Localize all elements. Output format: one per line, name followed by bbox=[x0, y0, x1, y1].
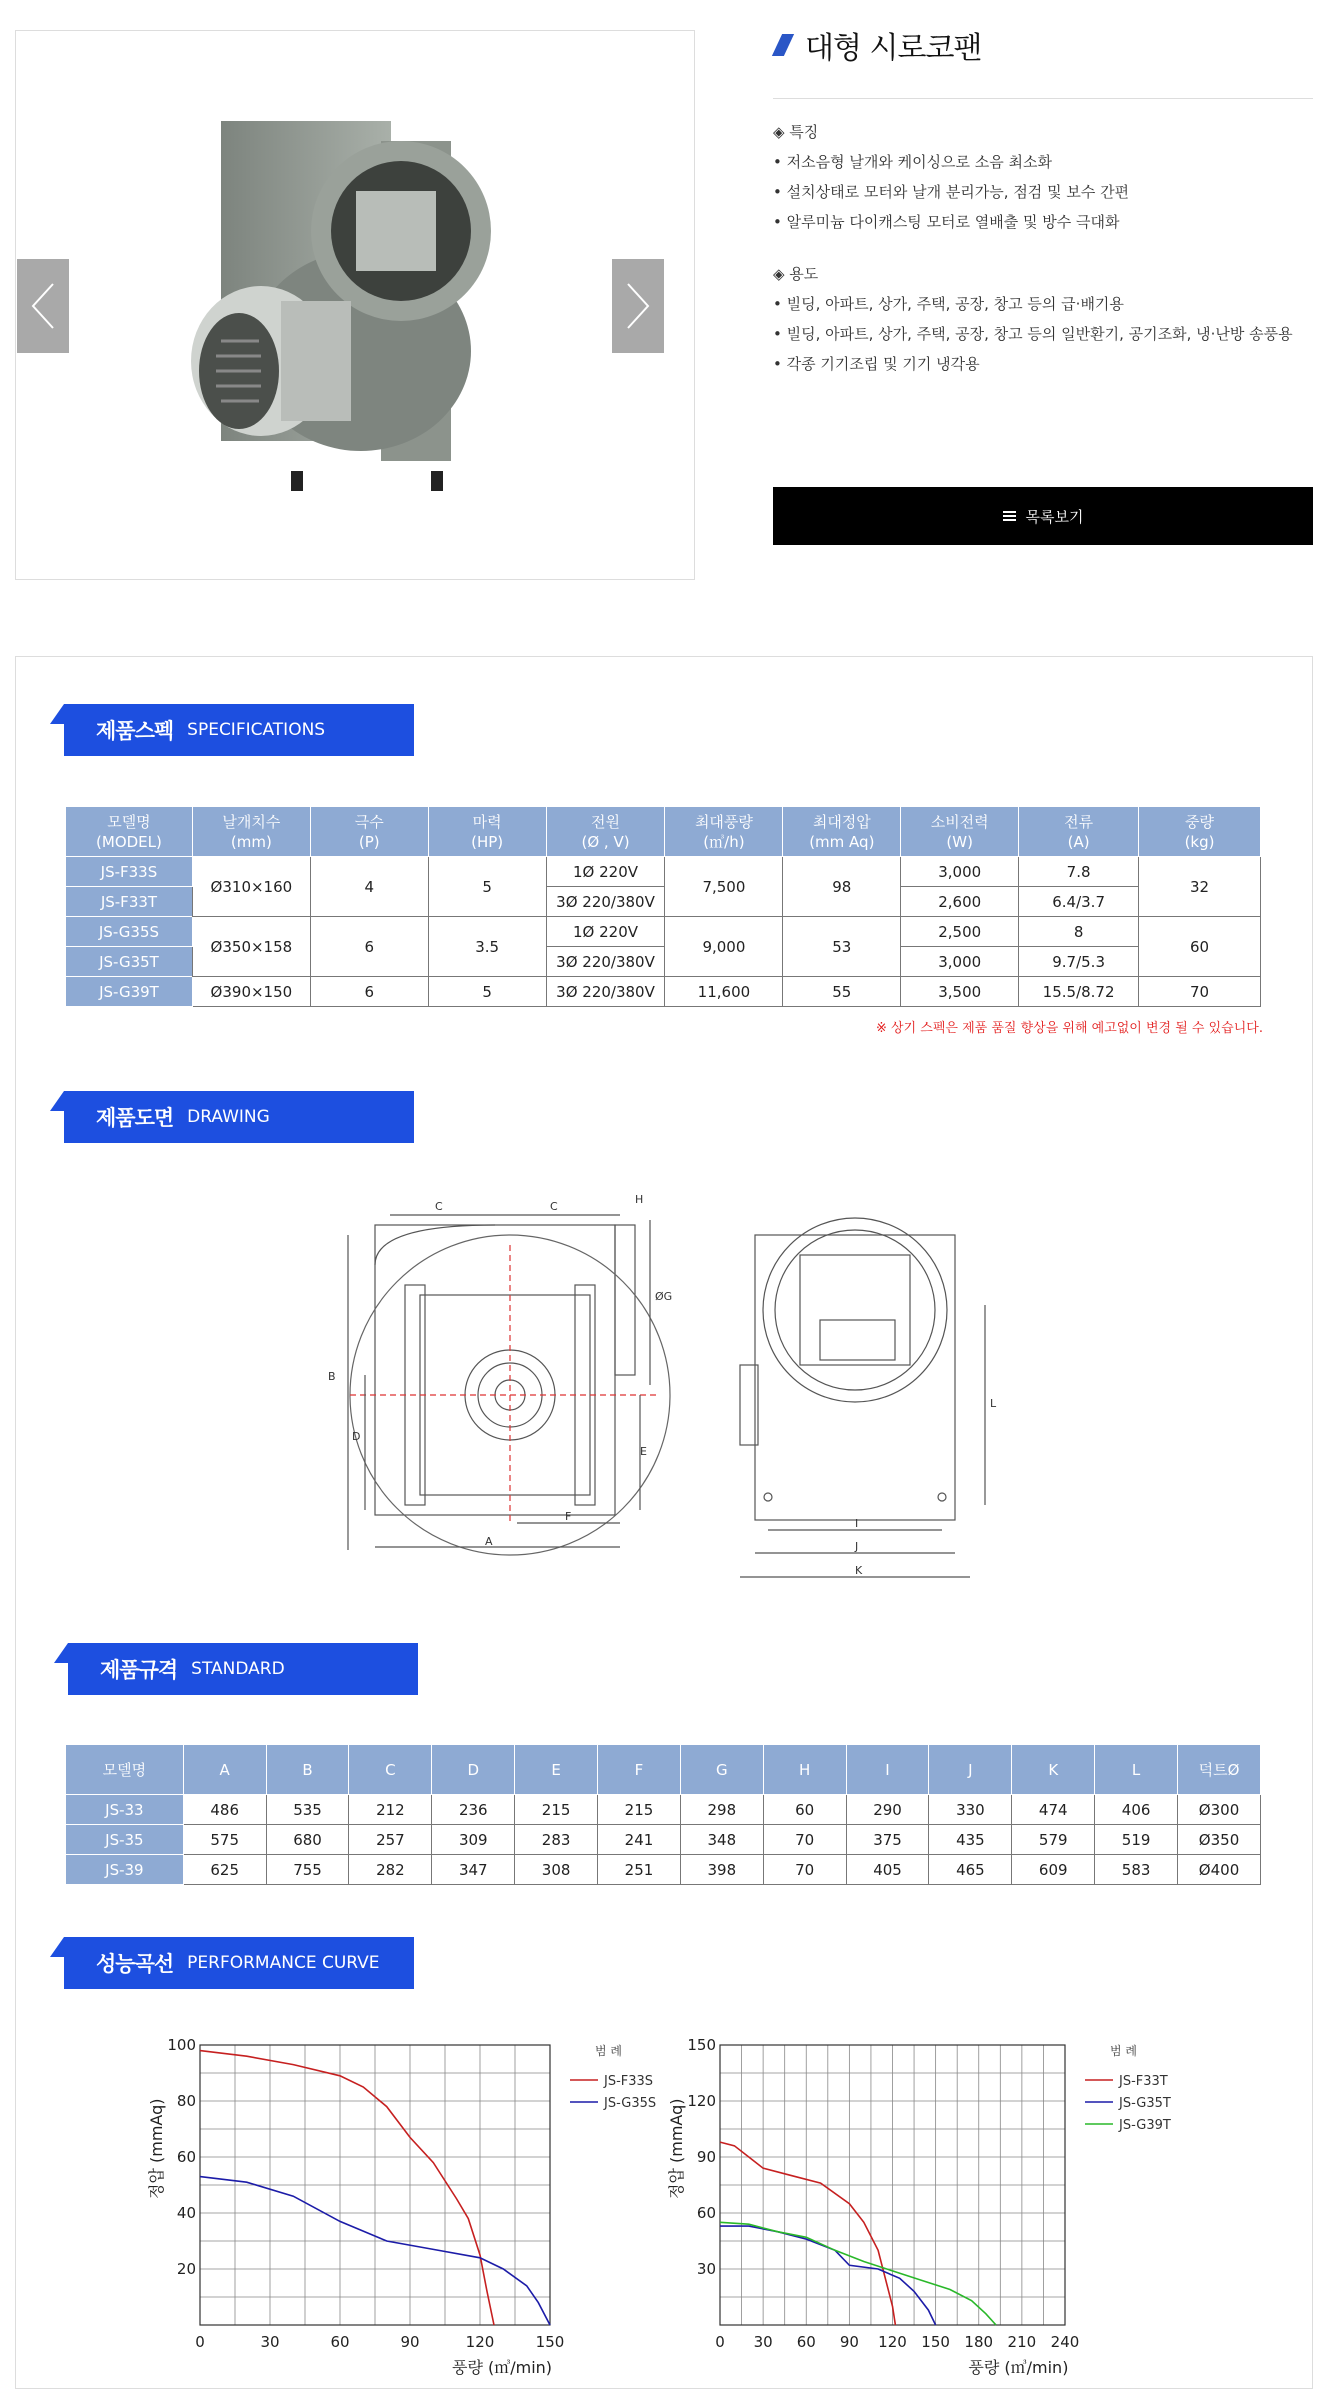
standard-header-row bbox=[66, 1745, 1261, 1795]
header-cell: 소비전력 (W) bbox=[901, 807, 1019, 857]
table-cell: 70 bbox=[763, 1855, 846, 1885]
table-cell: Ø300 bbox=[1178, 1795, 1261, 1825]
product-gallery bbox=[15, 30, 695, 580]
table-cell: 583 bbox=[1095, 1855, 1178, 1885]
table-cell: 5 bbox=[428, 977, 546, 1007]
table-cell: 6 bbox=[310, 917, 428, 977]
dim-label-a: A bbox=[485, 1535, 493, 1548]
model-cell: JS-33 bbox=[66, 1795, 184, 1825]
header-cell: G bbox=[680, 1745, 763, 1795]
table-cell: 330 bbox=[929, 1795, 1012, 1825]
table-cell: 1Ø 220V bbox=[546, 917, 665, 947]
series-line-js-f33s bbox=[200, 2051, 494, 2325]
gallery-prev-button[interactable] bbox=[17, 259, 69, 353]
x-tick-label: 180 bbox=[964, 2333, 994, 2351]
product-title-row bbox=[773, 20, 1313, 70]
performance-chart-1 bbox=[147, 2030, 680, 2377]
table-cell: 7.8 bbox=[1019, 857, 1139, 887]
table-cell: 236 bbox=[432, 1795, 515, 1825]
table-cell: 3,000 bbox=[901, 947, 1019, 977]
dim-label-l: L bbox=[990, 1397, 997, 1410]
table-cell: 7,500 bbox=[665, 857, 783, 917]
table-cell: 680 bbox=[266, 1825, 349, 1855]
spec-header-row bbox=[66, 807, 1261, 857]
table-cell: 2,500 bbox=[901, 917, 1019, 947]
x-tick-label: 90 bbox=[839, 2333, 859, 2351]
table-cell: 290 bbox=[846, 1795, 929, 1825]
x-tick-label: 0 bbox=[715, 2333, 725, 2351]
table-cell: 282 bbox=[349, 1855, 432, 1885]
x-tick-label: 30 bbox=[260, 2333, 280, 2351]
table-cell: 5 bbox=[428, 857, 546, 917]
x-tick-label: 210 bbox=[1007, 2333, 1037, 2351]
x-tick-label: 60 bbox=[330, 2333, 350, 2351]
header-cell: I bbox=[846, 1745, 929, 1795]
table-cell: 375 bbox=[846, 1825, 929, 1855]
product-title: 대형 시로코팬 bbox=[805, 31, 982, 66]
table-cell: 579 bbox=[1012, 1825, 1095, 1855]
feature-item: • 설치상태로 모터와 날개 분리가능, 점검 및 보수 간편 bbox=[773, 183, 1130, 201]
header-cell: K bbox=[1012, 1745, 1095, 1795]
header-cell: 덕트Ø bbox=[1178, 1745, 1261, 1795]
model-cell: JS-35 bbox=[66, 1825, 184, 1855]
dim-label-j: J bbox=[855, 1540, 859, 1553]
table-cell: 575 bbox=[183, 1825, 266, 1855]
table-cell: 9.7/5.3 bbox=[1019, 947, 1139, 977]
feature-item: • 저소음형 날개와 케이싱으로 소음 최소화 bbox=[773, 153, 1053, 171]
front-housing bbox=[375, 1225, 615, 1515]
y-tick-label: 100 bbox=[167, 2036, 196, 2054]
dim-label-h: H bbox=[635, 1193, 644, 1206]
table-cell: 309 bbox=[432, 1825, 515, 1855]
table-cell: 212 bbox=[349, 1795, 432, 1825]
table-row bbox=[66, 857, 1261, 887]
table-cell: 6.4/3.7 bbox=[1019, 887, 1139, 917]
spec-table bbox=[65, 806, 1261, 1007]
usage-item: • 빌딩, 아파트, 상가, 주택, 공장, 창고 등의 일반환기, 공기조화, 냉·난방 송풍용 bbox=[773, 325, 1293, 343]
header-cell: B bbox=[266, 1745, 349, 1795]
model-cell: JS-F33T bbox=[66, 887, 193, 917]
header-cell: 모델명 (MODEL) bbox=[66, 807, 193, 857]
header-cell: L bbox=[1095, 1745, 1178, 1795]
table-cell: 3Ø 220/380V bbox=[546, 887, 665, 917]
header-cell: A bbox=[183, 1745, 266, 1795]
x-tick-label: 0 bbox=[195, 2333, 205, 2351]
table-cell: 308 bbox=[515, 1855, 598, 1885]
x-axis-label: 풍량 (㎥/min) bbox=[452, 2358, 553, 2377]
model-cell: JS-39 bbox=[66, 1855, 184, 1885]
header-cell: 중량 (kg) bbox=[1139, 807, 1261, 857]
table-cell: 251 bbox=[598, 1855, 681, 1885]
divider bbox=[773, 98, 1313, 99]
table-row bbox=[66, 977, 1261, 1007]
table-row bbox=[66, 1825, 1261, 1855]
header-cell: H bbox=[763, 1745, 846, 1795]
table-cell: 625 bbox=[183, 1855, 266, 1885]
table-cell: 465 bbox=[929, 1855, 1012, 1885]
table-cell: 8 bbox=[1019, 917, 1139, 947]
header-cell: J bbox=[929, 1745, 1012, 1795]
usage-item: • 빌딩, 아파트, 상가, 주택, 공장, 창고 등의 급·배기용 bbox=[773, 295, 1124, 313]
list-view-button[interactable] bbox=[773, 487, 1313, 545]
table-cell: 32 bbox=[1139, 857, 1261, 917]
table-cell: 4 bbox=[310, 857, 428, 917]
table-cell: 283 bbox=[515, 1825, 598, 1855]
y-tick-label: 90 bbox=[696, 2148, 716, 2166]
y-tick-label: 120 bbox=[687, 2092, 716, 2110]
header-cell: C bbox=[349, 1745, 432, 1795]
series-line-js-g39t bbox=[720, 2222, 996, 2325]
model-cell: JS-G35S bbox=[66, 917, 193, 947]
legend-label: JS-F33S bbox=[604, 2074, 654, 2089]
chevron-right-icon bbox=[626, 282, 650, 330]
menu-icon bbox=[1003, 509, 1016, 523]
table-cell: 215 bbox=[598, 1795, 681, 1825]
table-row bbox=[66, 1855, 1261, 1885]
header-cell: 최대정압 (mm Aq) bbox=[783, 807, 901, 857]
table-cell: 2,600 bbox=[901, 887, 1019, 917]
dim-label-g: ØG bbox=[655, 1290, 673, 1303]
header-cell: 극수 (P) bbox=[310, 807, 428, 857]
fan-product-image bbox=[191, 101, 521, 521]
table-cell: Ø350 bbox=[1178, 1825, 1261, 1855]
table-cell: 11,600 bbox=[665, 977, 783, 1007]
performance-chart-2 bbox=[665, 2030, 1185, 2377]
table-cell: 406 bbox=[1095, 1795, 1178, 1825]
usage-item: • 각종 기기조립 및 기기 냉각용 bbox=[773, 355, 980, 373]
table-cell: 609 bbox=[1012, 1855, 1095, 1885]
header-cell: 전원 (Ø , V) bbox=[546, 807, 665, 857]
model-cell: JS-G35T bbox=[66, 947, 193, 977]
x-axis-label: 풍량 (㎥/min) bbox=[968, 2358, 1069, 2377]
table-cell: 3Ø 220/380V bbox=[546, 947, 665, 977]
legend-label: JS-G35S bbox=[604, 2096, 657, 2111]
header-cell: 모델명 bbox=[66, 1745, 184, 1795]
legend-label: JS-G39T bbox=[1119, 2118, 1171, 2133]
header-cell: D bbox=[432, 1745, 515, 1795]
feature-item: • 알루미늄 다이캐스팅 모터로 열배출 및 방수 극대화 bbox=[773, 213, 1120, 231]
title-accent-icon bbox=[772, 34, 794, 56]
dim-label-c1: C bbox=[435, 1200, 443, 1213]
x-tick-label: 30 bbox=[753, 2333, 773, 2351]
spec-note: ※ 상기 스펙은 제품 품질 향상을 위해 예고없이 변경 될 수 있습니다. bbox=[876, 1021, 1263, 1036]
table-cell: 55 bbox=[783, 977, 901, 1007]
table-cell: 486 bbox=[183, 1795, 266, 1825]
table-cell: 405 bbox=[846, 1855, 929, 1885]
y-axis-label: 정압 (mmAq) bbox=[667, 2098, 686, 2199]
header-cell: E bbox=[515, 1745, 598, 1795]
table-cell: 3,000 bbox=[901, 857, 1019, 887]
table-cell: 348 bbox=[680, 1825, 763, 1855]
header-cell: 마력 (HP) bbox=[428, 807, 546, 857]
header-cell: F bbox=[598, 1745, 681, 1795]
x-tick-label: 150 bbox=[535, 2333, 565, 2351]
table-cell: 15.5/8.72 bbox=[1019, 977, 1139, 1007]
dim-label-b: B bbox=[328, 1370, 336, 1383]
y-tick-label: 30 bbox=[696, 2260, 716, 2278]
table-cell: 60 bbox=[1139, 917, 1261, 977]
model-cell: JS-G39T bbox=[66, 977, 193, 1007]
table-cell: 60 bbox=[763, 1795, 846, 1825]
table-cell: 535 bbox=[266, 1795, 349, 1825]
y-tick-label: 80 bbox=[176, 2092, 196, 2110]
header-cell: 전류 (A) bbox=[1019, 807, 1139, 857]
drawing-diagram bbox=[320, 1185, 1010, 1595]
table-row bbox=[66, 1795, 1261, 1825]
table-cell: 3Ø 220/380V bbox=[546, 977, 665, 1007]
x-tick-label: 240 bbox=[1050, 2333, 1080, 2351]
model-cell: JS-F33S bbox=[66, 857, 193, 887]
x-tick-label: 120 bbox=[878, 2333, 907, 2351]
dim-label-i: I bbox=[855, 1517, 859, 1530]
table-cell: Ø390×150 bbox=[192, 977, 310, 1007]
table-cell: 398 bbox=[680, 1855, 763, 1885]
table-cell: Ø350×158 bbox=[192, 917, 310, 977]
table-cell: 70 bbox=[763, 1825, 846, 1855]
dim-label-k: K bbox=[855, 1564, 863, 1577]
table-cell: 70 bbox=[1139, 977, 1261, 1007]
table-cell: 53 bbox=[783, 917, 901, 977]
table-cell: 98 bbox=[783, 857, 901, 917]
usage-heading: ◈ 용도 bbox=[773, 265, 819, 283]
table-cell: 1Ø 220V bbox=[546, 857, 665, 887]
legend-label: JS-F33T bbox=[1119, 2074, 1168, 2089]
y-tick-label: 20 bbox=[176, 2260, 196, 2278]
y-tick-label: 40 bbox=[176, 2204, 196, 2222]
usage-block bbox=[773, 259, 1313, 379]
header-cell: 날개치수 (mm) bbox=[192, 807, 310, 857]
chevron-left-icon bbox=[31, 282, 55, 330]
y-tick-label: 60 bbox=[176, 2148, 196, 2166]
table-cell: 519 bbox=[1095, 1825, 1178, 1855]
x-tick-label: 90 bbox=[400, 2333, 420, 2351]
x-tick-label: 120 bbox=[465, 2333, 495, 2351]
product-info bbox=[773, 20, 1313, 379]
y-axis-label: 정압 (mmAq) bbox=[147, 2098, 166, 2199]
standard-table bbox=[65, 1744, 1261, 1885]
table-cell: 435 bbox=[929, 1825, 1012, 1855]
x-tick-label: 60 bbox=[796, 2333, 816, 2351]
table-cell: 6 bbox=[310, 977, 428, 1007]
table-cell: 474 bbox=[1012, 1795, 1095, 1825]
legend-title: 범 례 bbox=[595, 2044, 622, 2058]
gallery-next-button[interactable] bbox=[612, 259, 664, 353]
table-cell: 755 bbox=[266, 1855, 349, 1885]
dim-label-e: E bbox=[640, 1445, 647, 1458]
table-cell: 3,500 bbox=[901, 977, 1019, 1007]
table-cell: 215 bbox=[515, 1795, 598, 1825]
features-heading: ◈ 특징 bbox=[773, 123, 819, 141]
dim-label-f: F bbox=[565, 1510, 572, 1523]
table-cell: Ø310×160 bbox=[192, 857, 310, 917]
x-tick-label: 150 bbox=[921, 2333, 950, 2351]
y-tick-label: 60 bbox=[696, 2204, 716, 2222]
table-cell: 241 bbox=[598, 1825, 681, 1855]
legend-title: 범 례 bbox=[1110, 2044, 1137, 2058]
table-row bbox=[66, 917, 1261, 947]
table-cell: 347 bbox=[432, 1855, 515, 1885]
table-cell: 298 bbox=[680, 1795, 763, 1825]
table-cell: 3.5 bbox=[428, 917, 546, 977]
series-line-js-f33t bbox=[720, 2142, 895, 2325]
legend-label: JS-G35T bbox=[1119, 2096, 1171, 2111]
list-view-label: 목록보기 bbox=[1025, 507, 1084, 526]
table-cell: Ø400 bbox=[1178, 1855, 1261, 1885]
features-block bbox=[773, 117, 1313, 237]
side-housing bbox=[755, 1235, 955, 1520]
table-cell: 9,000 bbox=[665, 917, 783, 977]
header-cell: 최대풍량 (㎥/h) bbox=[665, 807, 783, 857]
y-tick-label: 150 bbox=[687, 2036, 716, 2054]
table-cell: 257 bbox=[349, 1825, 432, 1855]
dim-label-c2: C bbox=[550, 1200, 558, 1213]
dim-label-d: D bbox=[352, 1430, 361, 1443]
